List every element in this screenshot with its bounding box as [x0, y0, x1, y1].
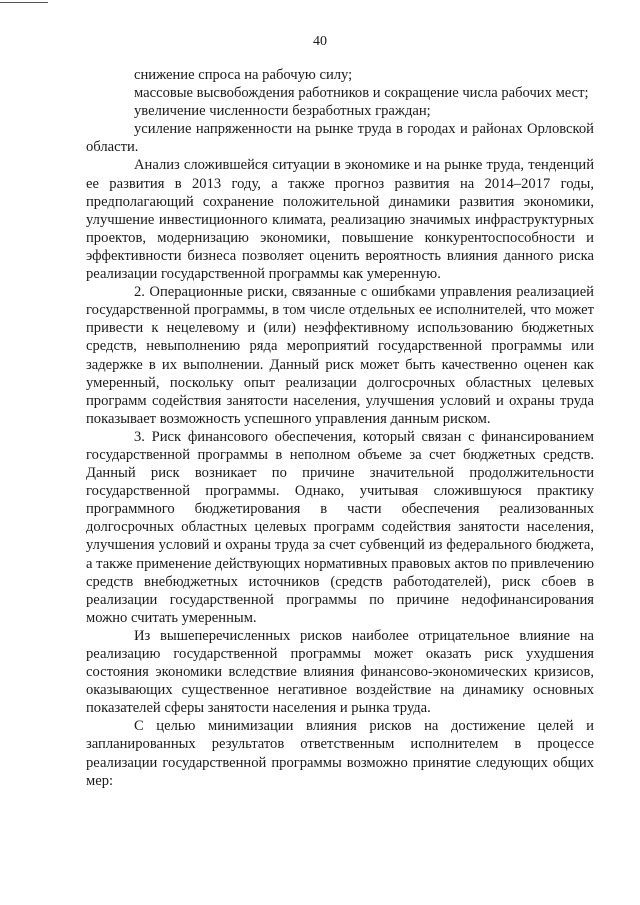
paragraph-most-negative-risk: Из вышеперечисленных рисков наиболее отрицательное влияние на реализацию государственной программы может оказать риск ухудшения состояния экономики вследствие влияния финансово-экономических кризисов, оказывающих существенное негативное воздействие на динамику основных показателей сферы занятости населения и рынка труда.: [86, 627, 594, 717]
paragraph-situation-analysis: Анализ сложившейся ситуации в экономике и на рынке труда, тенденций ее развития в 2013 году, а также прогноз развития на 2014–2017 годы, предполагающий сохранение положительной динамики развития экономики, улучшение инвестиционного климата, реализацию значимых инфраструктурных проектов, модернизацию экономики, повышение конкурентоспособности и эффективности бизнеса позволяет оценить вероятность влияния данного риска реализации государственной программы как умеренную.: [86, 157, 594, 283]
list-item-mass-layoffs: массовые высвобождения работников и сокращение числа рабочих мест;: [134, 85, 589, 102]
page-number: 40: [313, 34, 327, 49]
list-item-unemployment-growth: увеличение численности безработных граждан;: [134, 103, 431, 120]
list-item-demand-decline: снижение спроса на рабочую силу;: [134, 67, 353, 83]
top-left-scan-line: [0, 2, 48, 3]
list-item-labor-market-tension: усиление напряженности на рынке труда в городах и районах Орловской области.: [86, 121, 594, 156]
document-body: [86, 66, 594, 790]
paragraph-mitigation-measures: С целью минимизации влияния рисков на достижение целей и запланированных результатов ответственным исполнителем в процессе реализации государственной программы возможно принятие следующих общих мер:: [86, 718, 594, 789]
paragraph-operational-risks: 2. Операционные риски, связанные с ошибками управления реализацией государственной программы, в том числе отдельных ее исполнителей, что может привести к нецелевому и (или) неэффективному использованию бюджетных средств, невыполнению ряда мероприятий государственной программы или задержке в их выполнении. Данный риск может быть качественно оценен как умеренный, поскольку опыт реализации долгосрочных областных целевых программ содействия занятости населения, улучшения условий и охраны труда показывает возможность успешного управления данным риском.: [86, 284, 594, 427]
paragraph-financial-risk: 3. Риск финансового обеспечения, который связан с финансированием государственной программы в неполном объеме за счет бюджетных средств. Данный риск возникает по причине значительной продолжительности государственной программы. Однако, учитывая сложившуюся практику программного бюджетирования в части обеспечения реализованных долгосрочных областных целевых программ содействия занятости населения, улучшения условий и охраны труда за счет субвенций из федерального бюджета, а также применение действующих нормативных правовых актов по привлечению средств внебюджетных источников (средств работодателей), риск сбоев в реализации государственной программы по причине недофинансирования можно считать умеренным.: [86, 428, 594, 626]
